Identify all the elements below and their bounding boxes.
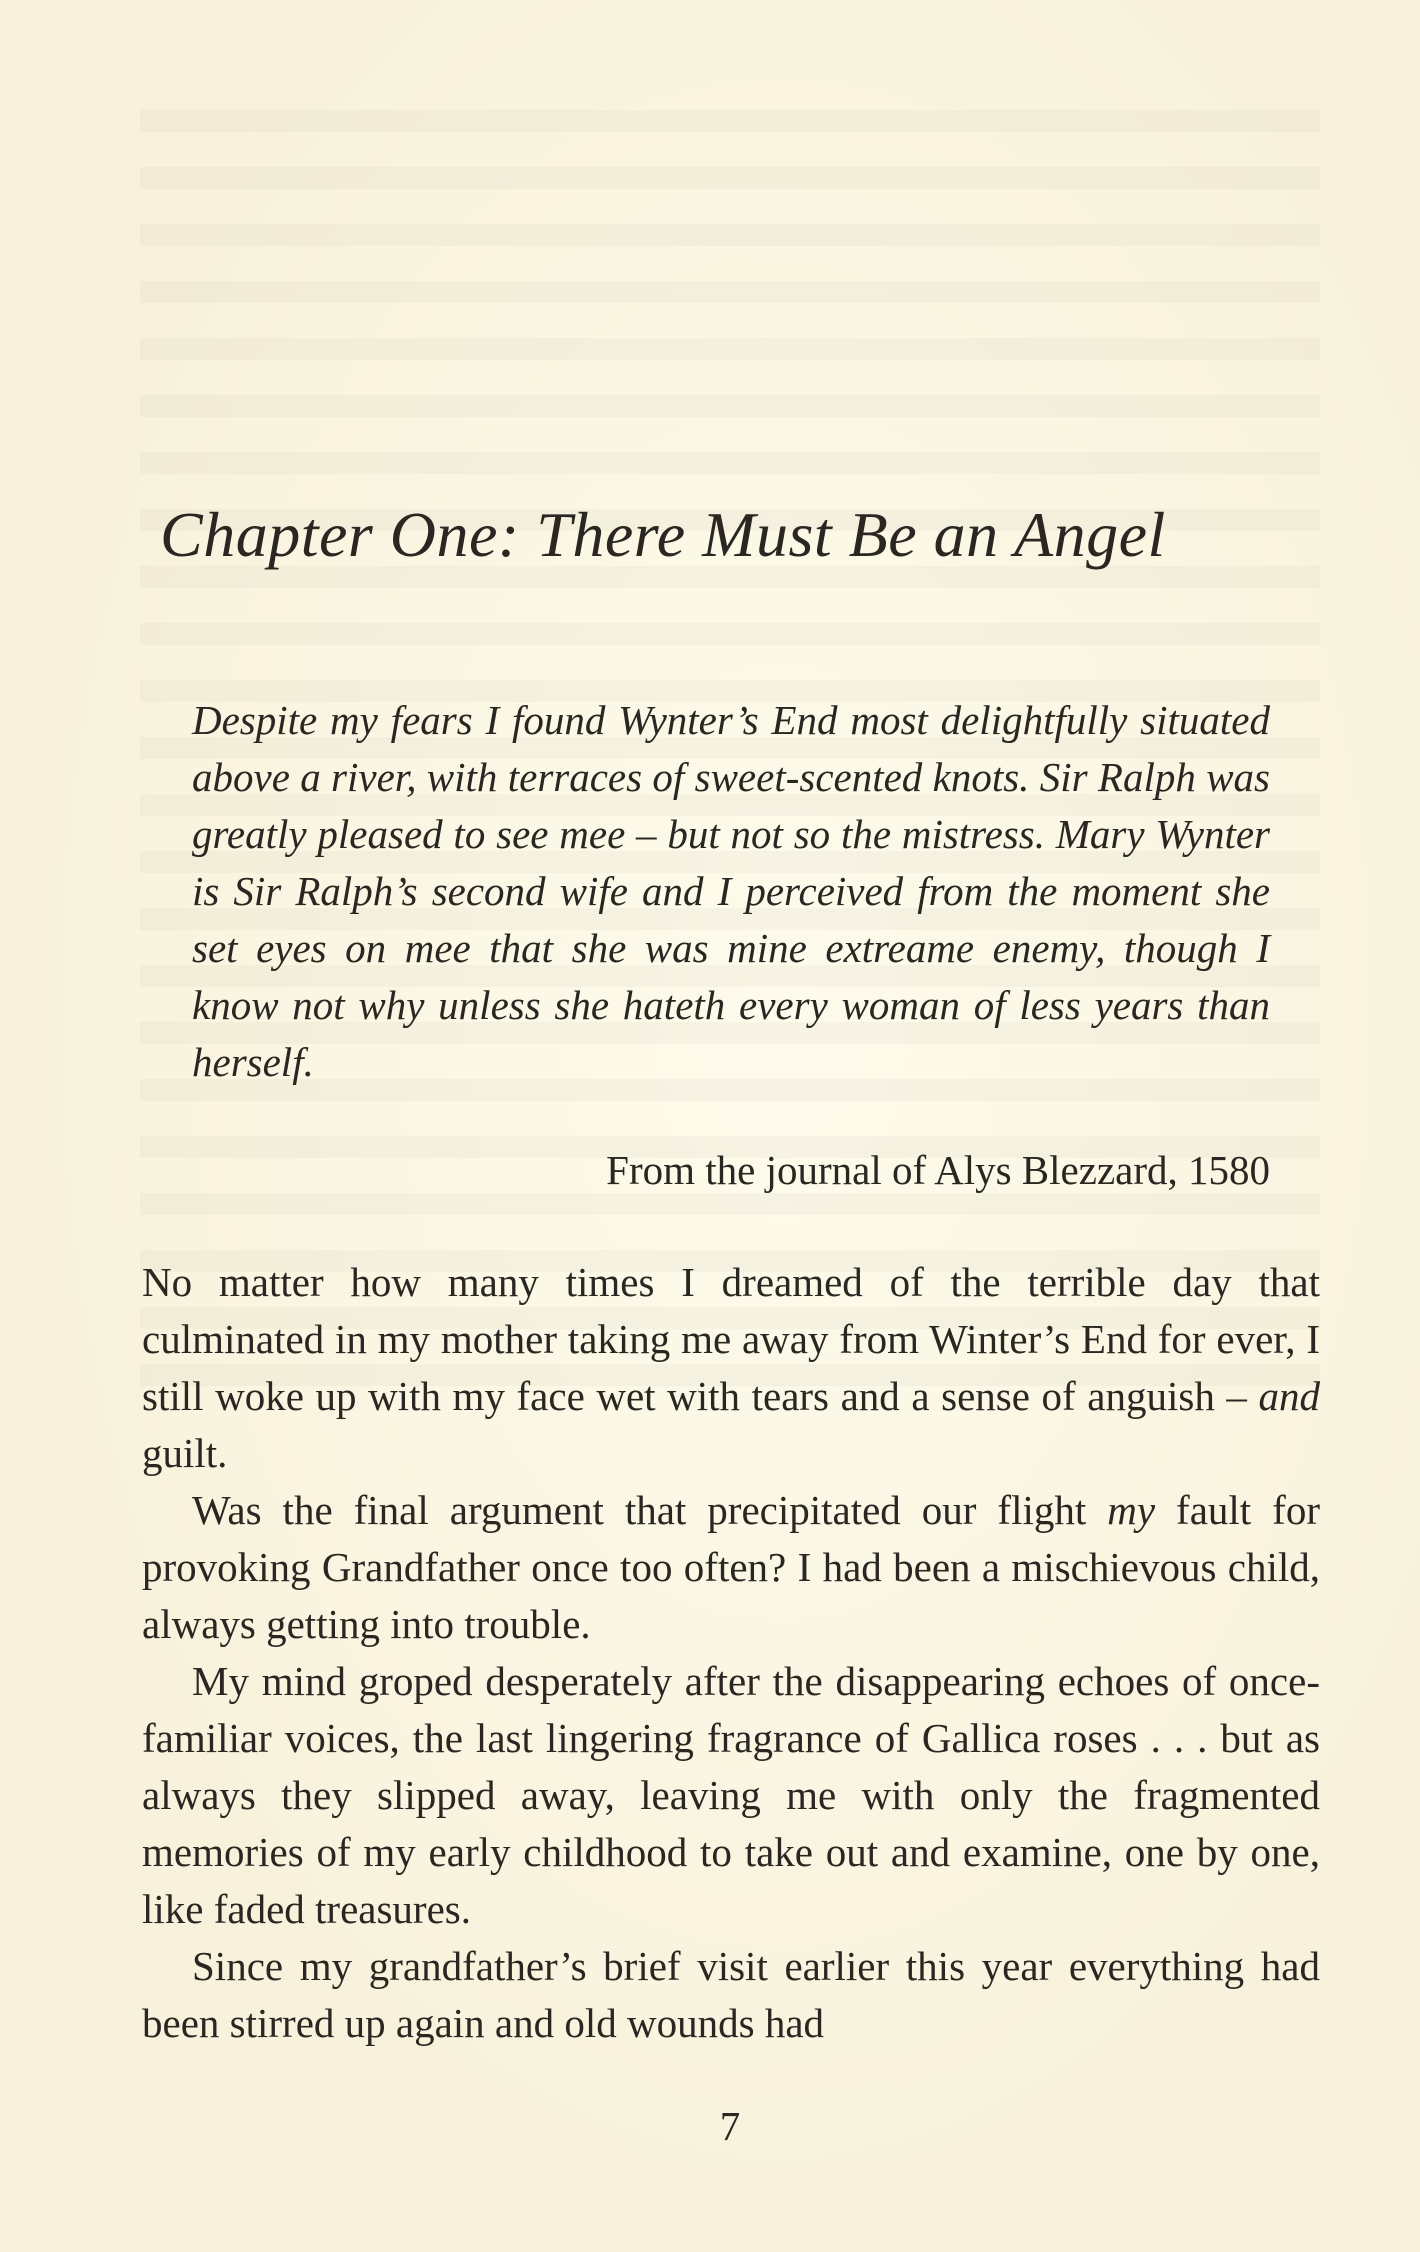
paragraph-4: Since my grandfather’s brief visit earlier this year everything had been stirred up again and old wounds had [142, 1943, 1320, 2046]
paragraph-2 [142, 1482, 1320, 1653]
paragraph-1-text-b: guilt. [142, 1430, 228, 1476]
paragraph-1-emphasis: and [1258, 1373, 1320, 1419]
paragraph-1-text-a: No matter how many times I dreamed of the terrible day that culminated in my mother taking me away from Winter’s End for ever, I still woke up with my face wet with tears and a sense of anguish – [142, 1259, 1320, 1419]
paragraph-2-emphasis: my [1107, 1487, 1156, 1533]
epigraph-attribution: From the journal of Alys Blezzard, 1580 [606, 1147, 1270, 1193]
paragraph-1 [142, 1254, 1320, 1482]
chapter-body [142, 1254, 1320, 2052]
paragraph-2-text-b: fault for provoking Grandfather once too often? I had been a mischievous child, always getting into trouble. [142, 1487, 1320, 1647]
chapter-title: Chapter One: There Must Be an Angel [160, 499, 1166, 570]
paragraph-3: My mind groped desperately after the disappearing echoes of once-familiar voices, the last lingering fragrance of Gallica roses . . . but as always they slipped away, leaving me with only the fragmented memories of my early childhood to take out and examine, one by one, like faded treasures. [142, 1658, 1320, 1932]
epigraph-quote: Despite my fears I found Wynter’s End most delightfully situated above a river, with terraces of sweet-scented knots. Sir Ralph was greatly pleased to see mee – but not so the mistress. Mary Wynter is Sir Ralph’s second wife and I perceived from the moment she set eyes on mee that she was mine extreame enemy, though I know not why unless she hateth every woman of less years than herself. [192, 697, 1270, 1085]
paragraph-2-text-a: Was the final argument that precipitated our flight [192, 1487, 1108, 1533]
page-number: 7 [719, 2103, 741, 2149]
